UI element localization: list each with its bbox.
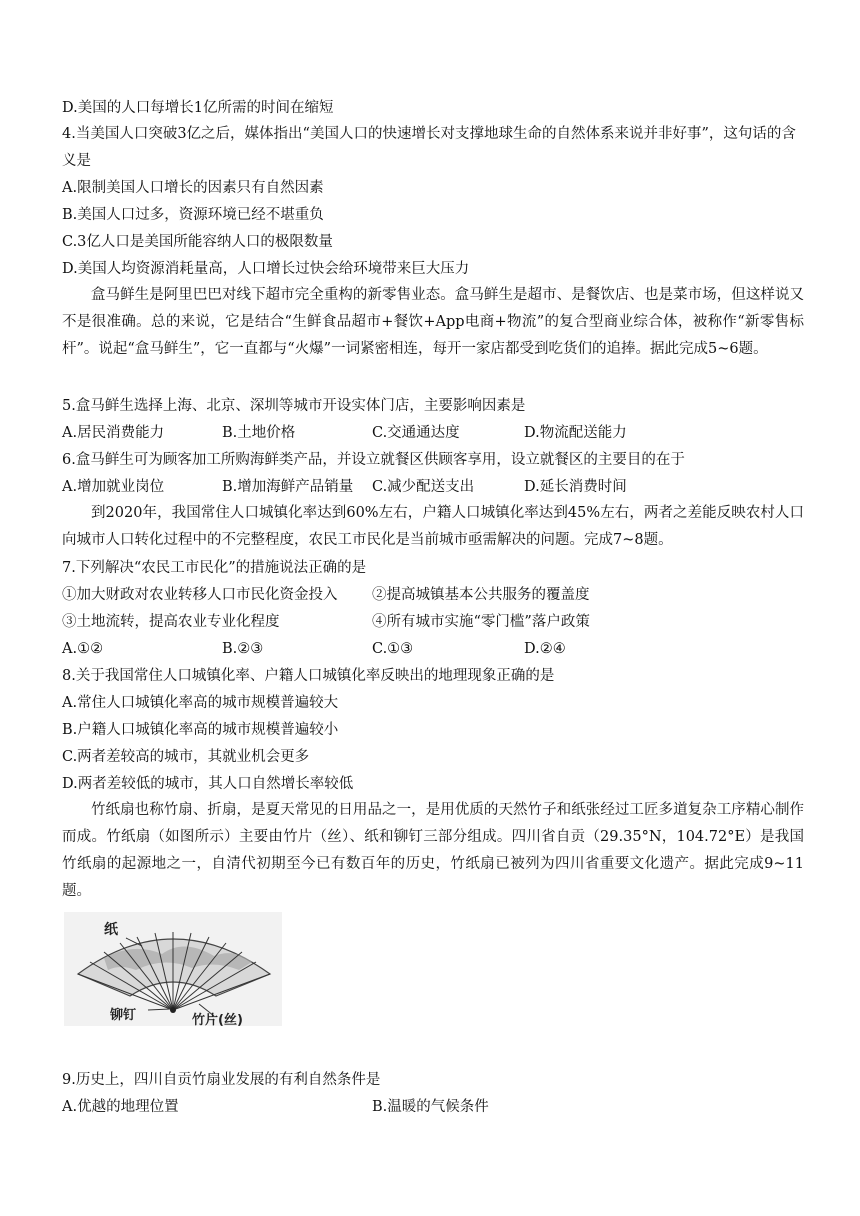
q7-option-b: B.②③ [222, 641, 264, 657]
q7-option-c: C.①③ [372, 641, 414, 657]
question-6-stem: 6.盒马鲜生可为顾客加工所购海鲜类产品，并设立就餐区供顾客享用，设立就餐区的主要目的在于 [62, 452, 685, 468]
passage-bamboo-fan: 竹纸扇也称竹扇、折扇，是夏天常见的日用品之一，是用优质的天然竹子和纸张经过工匠多道复杂工序精心制作而成。竹纸扇（如图所示）主要由竹片（丝）、纸和铆钉三部分组成。四川省自贡（29.35°N，104.72°E）是我国竹纸扇的起源地之一，自清代初期至今已有数百年的历史，竹纸扇已被列为四川省重要文化遗产。据此完成9~11题。 [62, 802, 804, 899]
q8-option-d: D.两者差较低的城市，其人口自然增长率较低 [62, 776, 354, 792]
q5-option-c: C.交通通达度 [372, 425, 460, 441]
question-8-stem: 8.关于我国常住人口城镇化率、户籍人口城镇化率反映出的地理现象正确的是 [62, 668, 555, 684]
passage-urbanization: 到2020年，我国常住人口城镇化率达到60%左右，户籍人口城镇化率达到45%左右，两者之差能反映农村人口向城市人口转化过程中的不完整程度，农民工市民化是当前城市亟需解决的问题。完成7~8题。 [62, 505, 804, 548]
q4-option-d: D.美国人均资源消耗量高，人口增长过快会给环境带来巨大压力 [62, 261, 470, 277]
q7-statement-2: ②提高城镇基本公共服务的覆盖度 [372, 587, 590, 603]
q6-option-c: C.减少配送支出 [372, 479, 475, 495]
passage-hema: 盒马鲜生是阿里巴巴对线下超市完全重构的新零售业态。盒马鲜生是超市、是餐饮店、也是菜市场，但这样说又不是很准确。总的来说，它是结合“生鲜食品超市+餐饮+App电商+物流”的复合型商业综合体，被称作“新零售标杆”。说起“盒马鲜生”，它一直都与“火爆”一词紧密相连，每开一家店都受到吃货们的追捧。据此完成5~6题。 [62, 287, 804, 357]
question-4-stem: 4.当美国人口突破3亿之后，媒体指出“美国人口的快速增长对支撑地球生命的自然体系来说并非好事”，这句话的含义是 [62, 126, 796, 169]
q7-option-a: A.①② [62, 641, 104, 657]
q6-option-d: D.延长消费时间 [524, 479, 627, 495]
q4-option-a: A.限制美国人口增长的因素只有自然因素 [62, 180, 324, 196]
q8-option-a: A.常住人口城镇化率高的城市规模普遍较大 [62, 695, 339, 711]
q7-statement-1: ①加大财政对农业转移人口市民化资金投入 [62, 587, 338, 603]
q7-statement-4: ④所有城市实施“零门槛”落户政策 [372, 614, 590, 630]
fan-illustration [64, 912, 282, 1026]
q6-option-a: A.增加就业岗位 [62, 479, 165, 495]
q7-option-d: D.②④ [524, 641, 566, 657]
q7-statement-3: ③土地流转，提高农业专业化程度 [62, 614, 280, 630]
q8-option-c: C.两者差较高的城市，其就业机会更多 [62, 749, 310, 765]
question-5-stem: 5.盒马鲜生选择上海、北京、深圳等城市开设实体门店，主要影响因素是 [62, 398, 526, 414]
q9-option-b: B.温暖的气候条件 [372, 1099, 489, 1115]
q5-option-d: D.物流配送能力 [524, 425, 627, 441]
question-9-stem: 9.历史上，四川自贡竹扇业发展的有利自然条件是 [62, 1072, 381, 1088]
q8-option-b: B.户籍人口城镇化率高的城市规模普遍较小 [62, 722, 339, 738]
q9-option-a: A.优越的地理位置 [62, 1099, 179, 1115]
q3-option-d: D.美国的人口每增长1亿所需的时间在缩短 [62, 100, 334, 116]
q6-option-b: B.增加海鲜产品销量 [222, 479, 354, 495]
q4-option-c: C.3亿人口是美国所能容纳人口的极限数量 [62, 234, 333, 250]
bamboo-fan-figure [64, 912, 282, 1026]
q5-option-b: B.土地价格 [222, 425, 296, 441]
question-7-stem: 7.下列解决“农民工市民化”的措施说法正确的是 [62, 560, 367, 576]
q4-option-b: B.美国人口过多，资源环境已经不堪重负 [62, 207, 324, 223]
q5-option-a: A.居民消费能力 [62, 425, 165, 441]
figure-label-rivet: 铆钉 [110, 1008, 137, 1023]
figure-label-paper: 纸 [104, 922, 118, 938]
figure-label-bamboo: 竹片(丝) [192, 1013, 243, 1026]
